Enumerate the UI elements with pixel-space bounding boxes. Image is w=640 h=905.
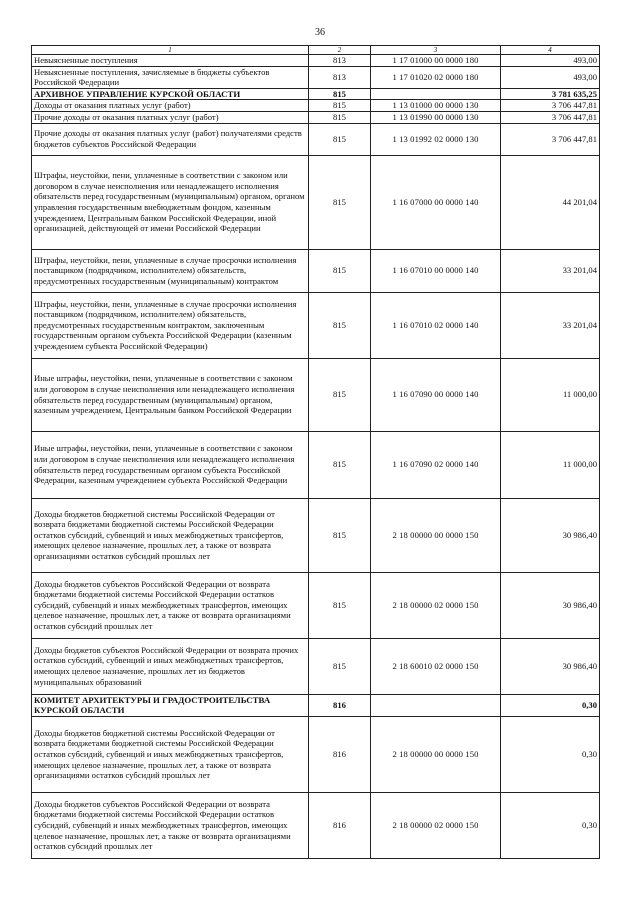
table-row (32, 431, 600, 498)
row-budget-code: 1 13 01992 02 0000 130 (371, 123, 501, 155)
row-name: Штрафы, неустойки, пени, уплаченные в случае просрочки исполнения поставщиком (подрядчиком, исполнителем) обязательств, предусмотренных государственным (муниципальным) контрактом (32, 249, 309, 292)
row-budget-code: 1 13 01000 00 0000 130 (371, 100, 501, 112)
row-amount: 0,30 (501, 792, 600, 858)
row-admin-code: 813 (309, 55, 371, 67)
row-name: Доходы от оказания платных услуг (работ) (32, 100, 309, 112)
table-row (32, 249, 600, 292)
row-name: Доходы бюджетов субъектов Российской Федерации от возврата бюджетами бюджетной системы Российской Федерации остатков субсидий, субвенций и иных межбюджетных трансфертов, имеющих целевое назначение, прошлых лет, а также от возврата организациями остатков субсидий прошлых лет (32, 572, 309, 638)
table-row (32, 358, 600, 431)
row-budget-code: 2 18 00000 02 0000 150 (371, 572, 501, 638)
row-admin-code: 815 (309, 431, 371, 498)
column-number-1: 1 (32, 46, 309, 55)
row-budget-code: 2 18 00000 00 0000 150 (371, 716, 501, 792)
revenue-table (31, 45, 600, 859)
column-number-row (32, 46, 600, 55)
row-admin-code: 816 (309, 694, 371, 716)
row-budget-code: 1 17 01020 02 0000 180 (371, 66, 501, 88)
row-amount: 11 000,00 (501, 358, 600, 431)
row-budget-code: 1 13 01990 00 0000 130 (371, 111, 501, 123)
row-name: АРХИВНОЕ УПРАВЛЕНИЕ КУРСКОЙ ОБЛАСТИ (32, 88, 309, 100)
row-name: Доходы бюджетов бюджетной системы Российской Федерации от возврата бюджетами бюджетной системы Российской Федерации остатков субсидий, субвенций и иных межбюджетных трансфертов, имеющих целевое назначение, прошлых лет, а также от возврата организациями остатков субсидий прошлых лет (32, 498, 309, 572)
row-admin-code: 815 (309, 572, 371, 638)
row-admin-code: 815 (309, 100, 371, 112)
table-row (32, 123, 600, 155)
column-number-4: 4 (501, 46, 600, 55)
row-name: Штрафы, неустойки, пени, уплаченные в случае просрочки исполнения поставщиком (подрядчиком, исполнителем) обязательств, предусмотренных государственным контрактом, заключенным государственным органом субъекта Российской Федерации (казенным учреждением субъекта Российской Федерации) (32, 292, 309, 358)
row-admin-code: 815 (309, 498, 371, 572)
row-amount: 493,00 (501, 55, 600, 67)
row-admin-code: 813 (309, 66, 371, 88)
row-amount: 11 000,00 (501, 431, 600, 498)
table-row (32, 572, 600, 638)
table-row (32, 292, 600, 358)
row-budget-code (371, 694, 501, 716)
row-budget-code: 1 16 07000 00 0000 140 (371, 155, 501, 249)
row-name: Доходы бюджетов субъектов Российской Федерации от возврата бюджетами бюджетной системы Российской Федерации остатков субсидий, субвенций и иных межбюджетных трансфертов, имеющих целевое назначение, прошлых лет, а также от возврата организациями остатков субсидий прошлых лет (32, 792, 309, 858)
row-budget-code: 1 16 07090 00 0000 140 (371, 358, 501, 431)
table-row (32, 155, 600, 249)
table-row (32, 111, 600, 123)
row-admin-code: 815 (309, 155, 371, 249)
row-name: Невыясненные поступления (32, 55, 309, 67)
column-number-3: 3 (371, 46, 501, 55)
row-name: Иные штрафы, неустойки, пени, уплаченные в соответствии с законом или договором в случае неисполнения или ненадлежащего исполнения обязательств перед государственным (муниципальным) органом, казенным учреждением, Центральным банком Российской Федерации (32, 358, 309, 431)
row-amount: 0,30 (501, 694, 600, 716)
row-budget-code: 1 17 01000 00 0000 180 (371, 55, 501, 67)
row-admin-code: 816 (309, 716, 371, 792)
row-amount: 3 706 447,81 (501, 123, 600, 155)
row-admin-code: 815 (309, 123, 371, 155)
table-row (32, 498, 600, 572)
table-row (32, 66, 600, 88)
row-budget-code: 1 16 07010 00 0000 140 (371, 249, 501, 292)
row-budget-code: 2 18 60010 02 0000 150 (371, 638, 501, 694)
table-row (32, 694, 600, 716)
row-name: Иные штрафы, неустойки, пени, уплаченные в соответствии с законом или договором в случае неисполнения или ненадлежащего исполнения обязательств перед государственным органом субъекта Российской Федерации, казенным учреждением субъекта Российской Федерации (32, 431, 309, 498)
table-row (32, 55, 600, 67)
row-amount: 3 781 635,25 (501, 88, 600, 100)
row-amount: 0,30 (501, 716, 600, 792)
row-name: Штрафы, неустойки, пени, уплаченные в соответствии с законом или договором в случае неисполнения или ненадлежащего исполнения обязательств перед государственным (муниципальным) органом, органом управления государственным внебюджетным фондом, казенным учреждением, Центральным банком Российской Федерации, иной организацией, действующей от имени Российской Федерации (32, 155, 309, 249)
row-amount: 44 201,04 (501, 155, 600, 249)
table-row (32, 638, 600, 694)
row-amount: 30 986,40 (501, 638, 600, 694)
row-amount: 493,00 (501, 66, 600, 88)
row-budget-code: 2 18 00000 02 0000 150 (371, 792, 501, 858)
row-budget-code: 1 16 07010 02 0000 140 (371, 292, 501, 358)
row-admin-code: 815 (309, 111, 371, 123)
row-amount: 30 986,40 (501, 498, 600, 572)
table-row (32, 100, 600, 112)
row-admin-code: 815 (309, 249, 371, 292)
row-amount: 3 706 447,81 (501, 100, 600, 112)
row-amount: 33 201,04 (501, 292, 600, 358)
row-name: Прочие доходы от оказания платных услуг (работ) получателями средств бюджетов субъектов Российской Федерации (32, 123, 309, 155)
page-number: 36 (315, 27, 325, 38)
row-amount: 33 201,04 (501, 249, 600, 292)
row-name: Прочие доходы от оказания платных услуг (работ) (32, 111, 309, 123)
row-amount: 30 986,40 (501, 572, 600, 638)
table-body (32, 46, 600, 859)
row-name: КОМИТЕТ АРХИТЕКТУРЫ И ГРАДОСТРОИТЕЛЬСТВА КУРСКОЙ ОБЛАСТИ (32, 694, 309, 716)
row-name: Доходы бюджетов бюджетной системы Российской Федерации от возврата бюджетами бюджетной системы Российской Федерации остатков субсидий, субвенций и иных межбюджетных трансфертов, имеющих целевое назначение, прошлых лет, а также от возврата организациями остатков субсидий прошлых лет (32, 716, 309, 792)
row-admin-code: 816 (309, 792, 371, 858)
row-amount: 3 706 447,81 (501, 111, 600, 123)
table-row (32, 792, 600, 858)
row-name: Доходы бюджетов субъектов Российской Федерации от возврата прочих остатков субсидий, субвенций и иных межбюджетных трансфертов, имеющих целевое назначение, прошлых лет из бюджетов муниципальных образований (32, 638, 309, 694)
row-admin-code: 815 (309, 358, 371, 431)
table-row (32, 88, 600, 100)
row-budget-code: 2 18 00000 00 0000 150 (371, 498, 501, 572)
row-budget-code: 1 16 07090 02 0000 140 (371, 431, 501, 498)
row-admin-code: 815 (309, 88, 371, 100)
row-admin-code: 815 (309, 638, 371, 694)
row-budget-code (371, 88, 501, 100)
row-admin-code: 815 (309, 292, 371, 358)
table-row (32, 716, 600, 792)
row-name: Невыясненные поступления, зачисляемые в бюджеты субъектов Российской Федерации (32, 66, 309, 88)
column-number-2: 2 (309, 46, 371, 55)
